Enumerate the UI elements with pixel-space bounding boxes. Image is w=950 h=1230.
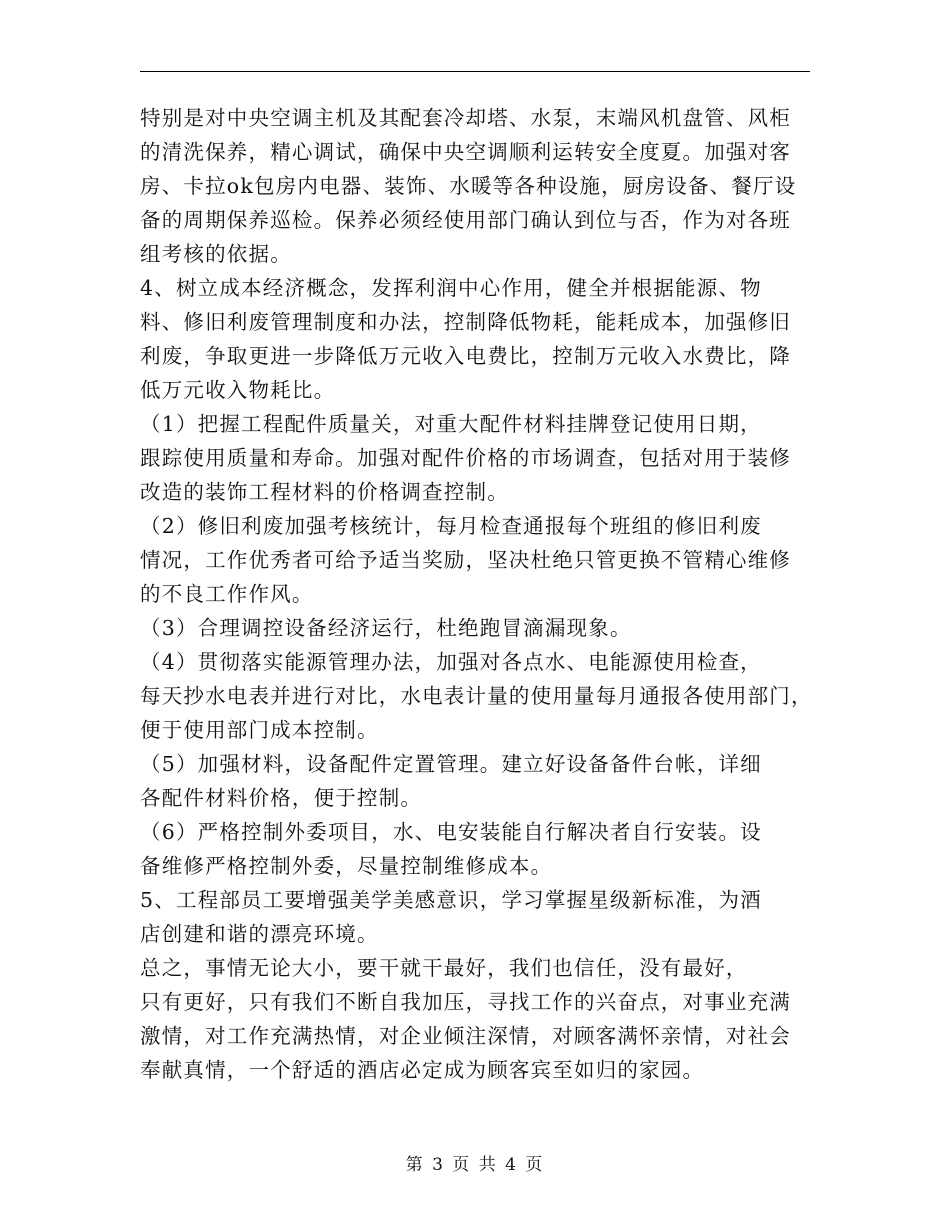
text-line: 的不良工作作风。 (140, 582, 314, 606)
paragraph-first-line: 5、工程部员工要增强美学美感意识，学习掌握星级新标准，为酒 (140, 888, 762, 912)
text-line: 料、修旧利废管理制度和办法，控制降低物耗，能耗成本，加强修旧 (140, 310, 791, 334)
paragraph-first-line: 总之，事情无论大小，要干就干最好，我们也信任，没有最好， (140, 956, 748, 980)
header-rule (140, 71, 810, 72)
text-line: 奉献真情，一个舒适的酒店必定成为顾客宾至如归的家园。 (140, 1058, 705, 1082)
text-line: 房、卡拉ok包房内电器、装饰、水暖等各种设施，厨房设备、餐厅设 (140, 174, 797, 198)
text-line: 的清洗保养，精心调试，确保中央空调顺利运转安全度夏。加强对客 (140, 140, 791, 164)
text-line: 备维修严格控制外委，尽量控制维修成本。 (140, 854, 553, 878)
text-line: 备的周期保养巡检。保养必须经使用部门确认到位与否，作为对各班 (140, 208, 791, 232)
paragraph-first-line: （6）严格控制外委项目，水、电安装能自行解决者自行安装。设 (140, 820, 762, 844)
paragraph-first-line: （5）加强材料，设备配件定置管理。建立好设备备件台帐，详细 (140, 752, 762, 776)
text-line: 改造的装饰工程材料的价格调查控制。 (140, 480, 509, 504)
text-line: 每天抄水电表并进行对比，水电表计量的使用量每月通报各使用部门， (140, 684, 813, 708)
text-line: 特别是对中央空调主机及其配套冷却塔、水泵，末端风机盘管、风柜 (140, 106, 791, 130)
text-line: 只有更好，只有我们不断自我加压，寻找工作的兴奋点，对事业充满 (140, 990, 791, 1014)
text-line: 激情，对工作充满热情，对企业倾注深情，对顾客满怀亲情，对社会 (140, 1024, 791, 1048)
text-line: 便于使用部门成本控制。 (140, 718, 379, 742)
text-line: 利废，争取更进一步降低万元收入电费比，控制万元收入水费比，降 (140, 344, 791, 368)
paragraph-first-line: （2）修旧利废加强考核统计，每月检查通报每个班组的修旧利废 (140, 514, 762, 538)
text-line: 跟踪使用质量和寿命。加强对配件价格的市场调查，包括对用于装修 (140, 446, 791, 470)
document-body (140, 101, 812, 1087)
paragraph-first-line: （3）合理调控设备经济运行，杜绝跑冒滴漏现象。 (140, 616, 632, 640)
text-line: 店创建和谐的漂亮环境。 (140, 922, 379, 946)
paragraph-first-line: （1）把握工程配件质量关，对重大配件材料挂牌登记使用日期， (140, 412, 762, 436)
text-line: 情况，工作优秀者可给予适当奖励，坚决杜绝只管更换不管精心维修 (140, 548, 791, 572)
text-line: 低万元收入物耗比。 (140, 378, 336, 402)
page-number-footer: 第 3 页 共 4 页 (405, 1155, 545, 1175)
text-line: 各配件材料价格，便于控制。 (140, 786, 423, 810)
paragraph-first-line: 4、树立成本经济概念，发挥利润中心作用，健全并根据能源、物 (140, 276, 762, 300)
paragraph-first-line: （4）贯彻落实能源管理办法，加强对各点水、电能源使用检查， (140, 650, 762, 674)
text-line: 组考核的依据。 (140, 242, 292, 266)
